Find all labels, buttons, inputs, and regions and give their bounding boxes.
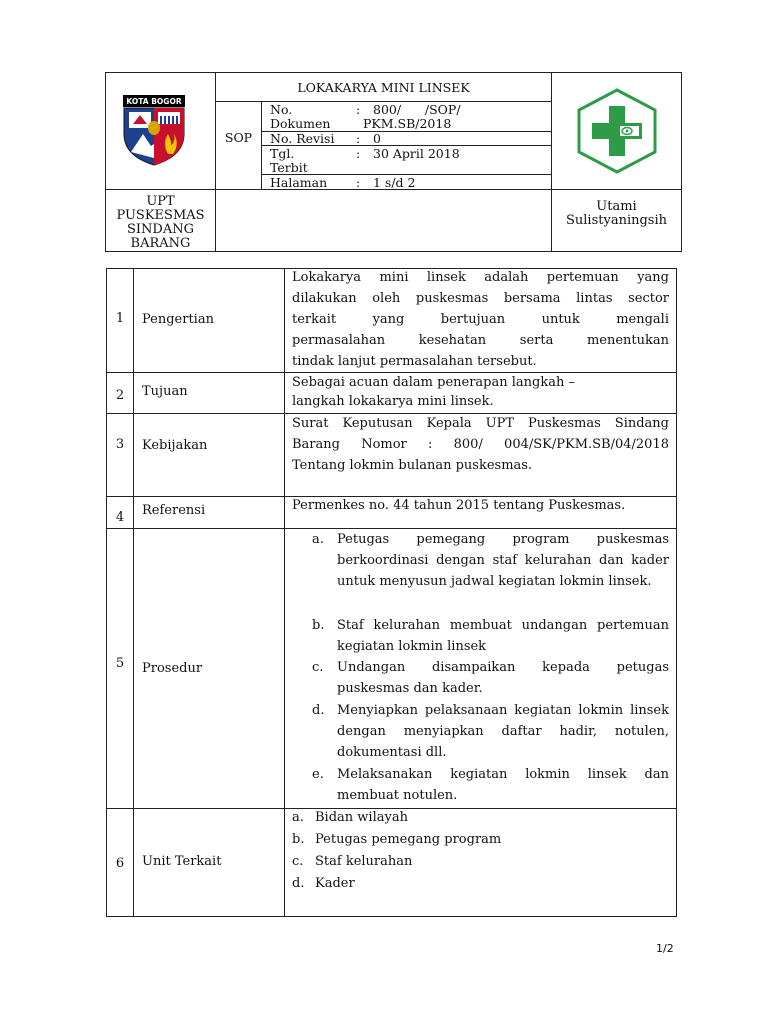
document-title: LOKAKARYA MINI LINSEK [297, 80, 470, 95]
row-label: Kebijakan [142, 438, 208, 453]
row-text-line: Permenkes no. 44 tahun 2015 tentang Puskesmas. [292, 498, 626, 513]
kota-bogor-emblem [121, 94, 187, 166]
field-label-revisi: No. Revisi [270, 131, 335, 146]
field-colon-halaman: : [356, 175, 361, 190]
puskesmas-logo [576, 88, 658, 174]
field-label-halaman: Halaman [270, 175, 328, 190]
row-label: Prosedur [142, 661, 203, 676]
field-label-terbit: Terbit [270, 160, 308, 175]
row-number: 6 [115, 856, 125, 871]
row-text-line: Barang Nomor : 800/ 004/SK/PKM.SB/04/2018 [292, 437, 669, 452]
field-colon-no: : [356, 102, 361, 117]
kota-bogor-shield-icon [121, 94, 187, 166]
row-text-line: dilakukan oleh puskesmas bersama lintas sector [292, 291, 669, 306]
procedure-item: e. Melaksanakan kegiatan lokmin linsek dan membuat notulen. [312, 767, 669, 804]
row-text-line: Lokakarya mini linsek adalah pertemuan yang [292, 270, 669, 285]
field-label-tgl: Tgl. [270, 146, 295, 161]
field-colon-revisi: : [356, 131, 361, 146]
unit-item: d. Kader [292, 876, 355, 891]
row-text-line: permasalahan kesehatan serta menentukan [292, 333, 669, 348]
unit-item: b. Petugas pemegang program [292, 832, 502, 847]
field-label-dokumen: Dokumen [270, 116, 331, 131]
row-number: 1 [115, 311, 125, 326]
row-label: Referensi [142, 503, 206, 518]
procedure-item: d. Menyiapkan pelaksanaan kegiatan lokmin linsek dengan menyiapkan daftar hadir, notulen, dokumentasi dll. [312, 703, 669, 761]
sop-label: SOP [224, 130, 253, 145]
row-text-line: tindak lanjut permasalahan tersebut. [292, 354, 537, 369]
puskesmas-cross-icon [576, 88, 658, 174]
row-text-line: Tentang lokmin bulanan puskesmas. [292, 458, 533, 473]
page-number: 1/2 [656, 942, 674, 955]
procedure-item: b. Staf kelurahan membuat undangan pertemuan kegiatan lokmin linsek [312, 618, 669, 655]
field-value-no: 800/ /SOP/ [373, 102, 461, 117]
svg-text:KOTA BOGOR: KOTA BOGOR [126, 97, 182, 106]
field-colon-tgl: : [356, 146, 361, 161]
procedure-item: a. Petugas pemegang program puskesmas berkoordinasi dengan staf kelurahan dan kader untuk menyusun jadwal kegiatan lokmin linsek. [312, 532, 669, 590]
procedure-item: c. Undangan disampaikan kepada petugas puskesmas dan kader. [312, 660, 669, 697]
row-label: Tujuan [142, 384, 188, 399]
row-label: Pengertian [142, 312, 214, 327]
row-number: 3 [115, 437, 125, 452]
field-value-dokumen: PKM.SB/2018 [363, 116, 452, 131]
row-label: Unit Terkait [142, 854, 222, 869]
row-text-line: langkah lokakarya mini linsek. [292, 394, 494, 409]
row-number: 5 [115, 656, 125, 671]
unit-item: c. Staf kelurahan [292, 854, 413, 869]
row-text-line: Surat Keputusan Kepala UPT Puskesmas Sindang [292, 416, 669, 431]
field-value-revisi: 0 [373, 131, 381, 146]
field-value-tgl: 30 April 2018 [373, 146, 460, 161]
row-text-line: Sebagai acuan dalam penerapan langkah – [292, 375, 575, 390]
field-value-halaman: 1 s/d 2 [373, 175, 416, 190]
row-text-line: terkait yang bertujuan untuk mengali [292, 312, 669, 327]
row-number: 4 [115, 510, 125, 525]
field-label-no: No. [270, 102, 293, 117]
unit-item: a. Bidan wilayah [292, 810, 408, 825]
row-number: 2 [115, 388, 125, 403]
